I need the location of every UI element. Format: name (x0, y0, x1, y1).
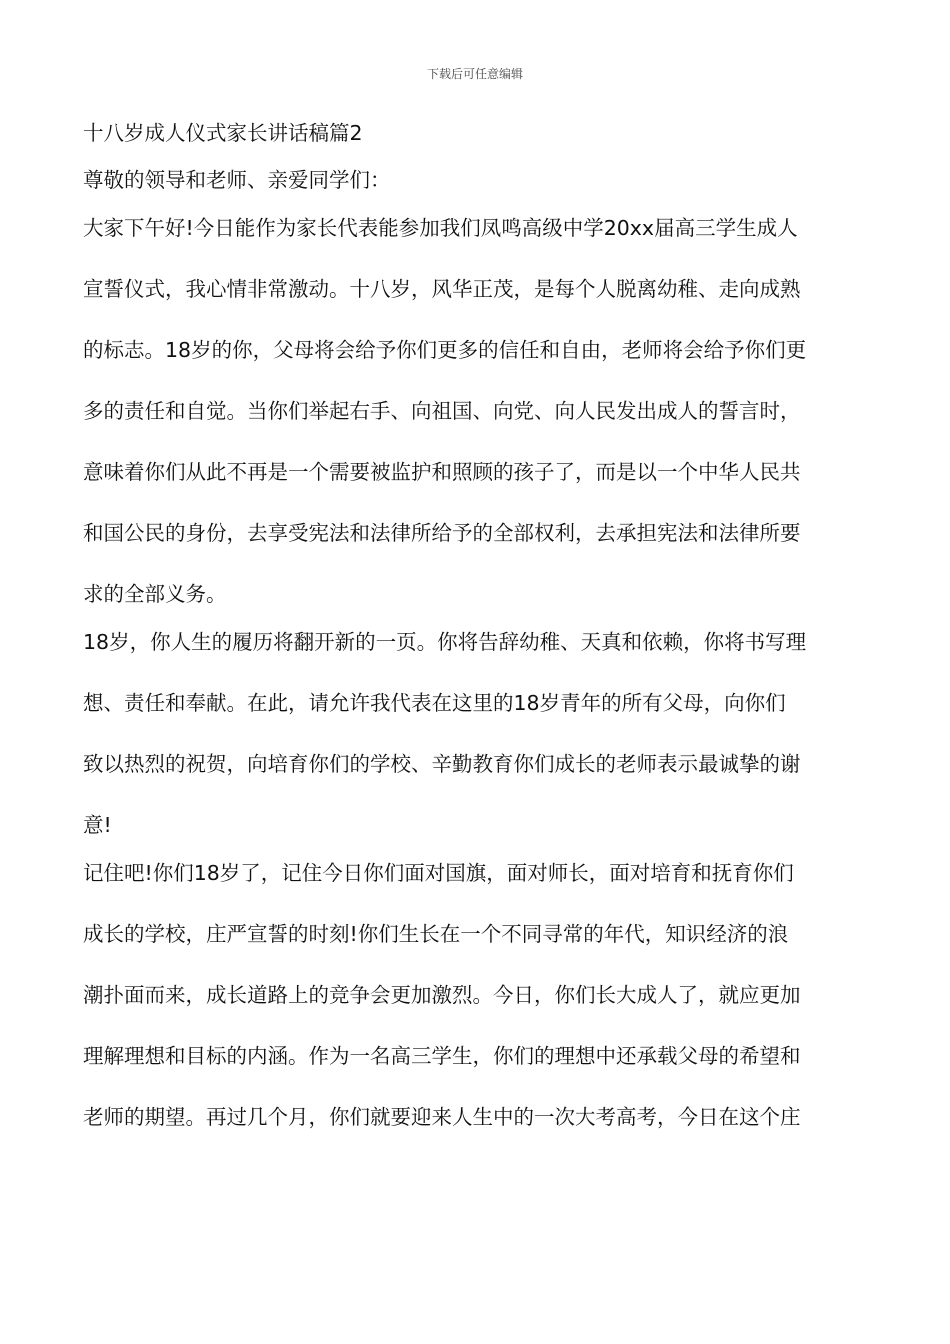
paragraph-3 (83, 858, 869, 1133)
paragraph-line: 意! (83, 813, 112, 837)
paragraph-line: 致以热烈的祝贺，向培育你们的学校、辛勤教育你们成长的老师表示最诚挚的谢 (83, 752, 801, 776)
paragraph-line: 多的责任和自觉。当你们举起右手、向祖国、向党、向人民发出成人的誓言时， (83, 399, 801, 423)
paragraph-1 (83, 213, 869, 610)
document-body (83, 118, 869, 1133)
paragraph-line: 潮扑面而来，成长道路上的竞争会更加激烈。今日，你们长大成人了，就应更加 (83, 983, 801, 1007)
paragraph-line: 意味着你们从此不再是一个需要被监护和照顾的孩子了，而是以一个中华人民共 (83, 460, 801, 484)
document-title: 十八岁成人仪式家长讲话稿篇2 (83, 121, 363, 145)
paragraph-line: 记住吧!你们18岁了，记住今日你们面对国旗，面对师长，面对培育和抚育你们 (83, 861, 794, 885)
paragraph-line: 的标志。18岁的你，父母将会给予你们更多的信任和自由，老师将会给予你们更 (83, 338, 807, 362)
paragraph-line: 理解理想和目标的内涵。作为一名高三学生，你们的理想中还承载父母的希望和 (83, 1044, 801, 1068)
header-note: 下载后可任意编辑 (426, 67, 523, 81)
paragraph-2 (83, 627, 869, 841)
paragraph-line: 宣誓仪式，我心情非常激动。十八岁，风华正茂，是每个人脱离幼稚、走向成熟 (83, 277, 801, 301)
paragraph-line: 想、责任和奉献。在此，请允许我代表在这里的18岁青年的所有父母，向你们 (83, 691, 786, 715)
paragraph-line: 大家下午好!今日能作为家长代表能参加我们凤鸣高级中学20xx届高三学生成人 (83, 216, 798, 240)
paragraph-line: 和国公民的身份，去享受宪法和法律所给予的全部权利，去承担宪法和法律所要 (83, 521, 801, 545)
paragraph-line: 成长的学校，庄严宣誓的时刻!你们生长在一个不同寻常的年代，知识经济的浪 (83, 922, 789, 946)
paragraph-line: 求的全部义务。 (83, 582, 227, 606)
salutation: 尊敬的领导和老师、亲爱同学们： (83, 168, 391, 192)
paragraph-line: 老师的期望。再过几个月，你们就要迎来人生中的一次大考高考，今日在这个庄 (83, 1105, 801, 1129)
paragraph-line: 18岁，你人生的履历将翻开新的一页。你将告辞幼稚、天真和依赖，你将书写理 (83, 630, 807, 654)
